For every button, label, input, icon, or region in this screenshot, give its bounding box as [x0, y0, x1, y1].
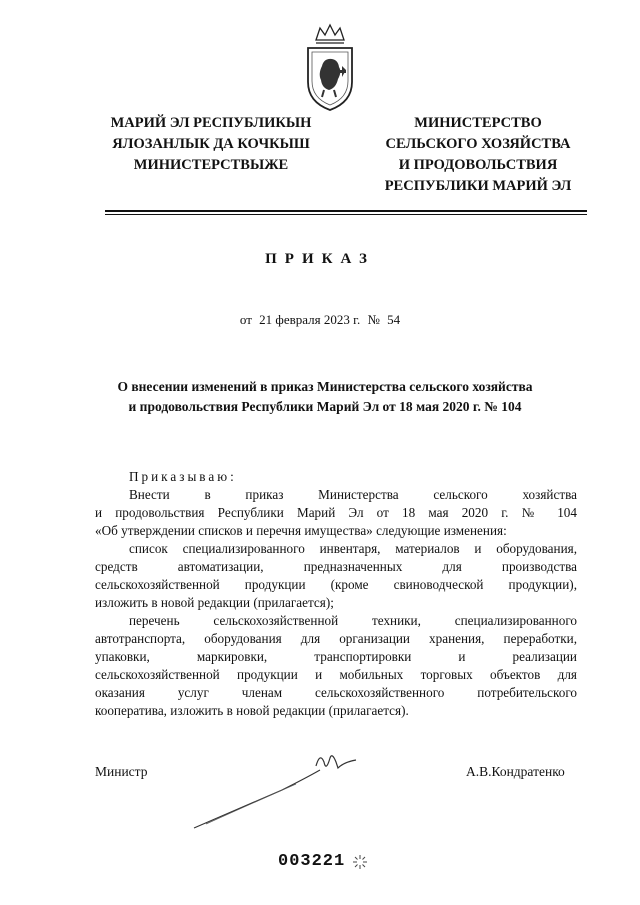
- body-line: сельскохозяйственной продукции и мобильных торговых объектов для: [95, 667, 577, 682]
- header-right-line-1: МИНИСТЕРСТВО: [414, 115, 542, 131]
- header-left-line-2: ЯЛОЗАНЛЫК ДА КОЧКЫШ: [112, 136, 310, 152]
- body-line: оказания услуг членам сельскохозяйственного потребительского: [95, 685, 577, 700]
- header-left-line-1: МАРИЙ ЭЛ РЕСПУБЛИКЫН: [110, 115, 312, 131]
- footer-serial-number: 003221: [278, 852, 346, 871]
- header-right-org: [362, 113, 594, 197]
- body-line: «Об утверждении списков и перечня имущества» следующие изменения:: [95, 523, 507, 538]
- header-divider-thin: [105, 214, 587, 215]
- body-line: средств автоматизации, предназначенных для производства: [95, 559, 577, 574]
- body-opening: Приказываю:: [129, 469, 237, 484]
- body-line: автотранспорта, оборудования для организации хранения, переработки,: [95, 631, 577, 646]
- document-body: [95, 468, 577, 720]
- header-left-line-3: МИНИСТЕРСТВЫЖЕ: [133, 157, 289, 173]
- date-prefix: от: [239, 312, 252, 327]
- body-line: Внести в приказ Министерства сельского хозяйства: [129, 487, 577, 502]
- document-type: ПРИКАЗ: [265, 251, 375, 267]
- body-line: изложить в новой редакции (прилагается);: [95, 595, 334, 610]
- header-left-org: [95, 113, 327, 176]
- number-label: №: [367, 312, 380, 327]
- header-divider-thick: [105, 210, 587, 212]
- body-line: сельскохозяйственной продукции (кроме свиноводческой продукции),: [95, 577, 577, 592]
- body-line: упаковки, маркировки, транспортировки и реализации: [95, 649, 577, 664]
- body-paragraphs: [95, 486, 577, 720]
- handwritten-signature: [186, 748, 366, 836]
- body-line: перечень сельскохозяйственной техники, специализированного: [129, 613, 577, 628]
- subject-line-1: О внесении изменений в приказ Министерства сельского хозяйства: [117, 379, 533, 394]
- coat-of-arms-icon: [302, 22, 358, 114]
- asterisk-seal-icon: [352, 854, 368, 870]
- body-line: список специализированного инвентаря, материалов и оборудования,: [129, 541, 577, 556]
- header-right-line-3: И ПРОДОВОЛЬСТВИЯ: [398, 157, 558, 173]
- document-date: 21 февраля 2023 г.: [259, 312, 361, 327]
- header-right-line-4: РЕСПУБЛИКИ МАРИЙ ЭЛ: [384, 178, 572, 194]
- body-line: кооператива, изложить в новой редакции (прилагается).: [95, 703, 409, 718]
- body-line: и продовольствия Республики Марий Эл от 18 мая 2020 г. № 104: [95, 505, 577, 520]
- document-date-line: [0, 312, 640, 328]
- document-subject: [95, 377, 555, 417]
- document-number: 54: [387, 312, 401, 327]
- subject-line-2: и продовольствия Республики Марий Эл от 18 мая 2020 г. № 104: [128, 399, 522, 414]
- signatory-name: А.В.Кондратенко: [466, 764, 565, 779]
- signatory-title: Министр: [95, 764, 148, 779]
- header-right-line-2: СЕЛЬСКОГО ХОЗЯЙСТВА: [385, 136, 571, 152]
